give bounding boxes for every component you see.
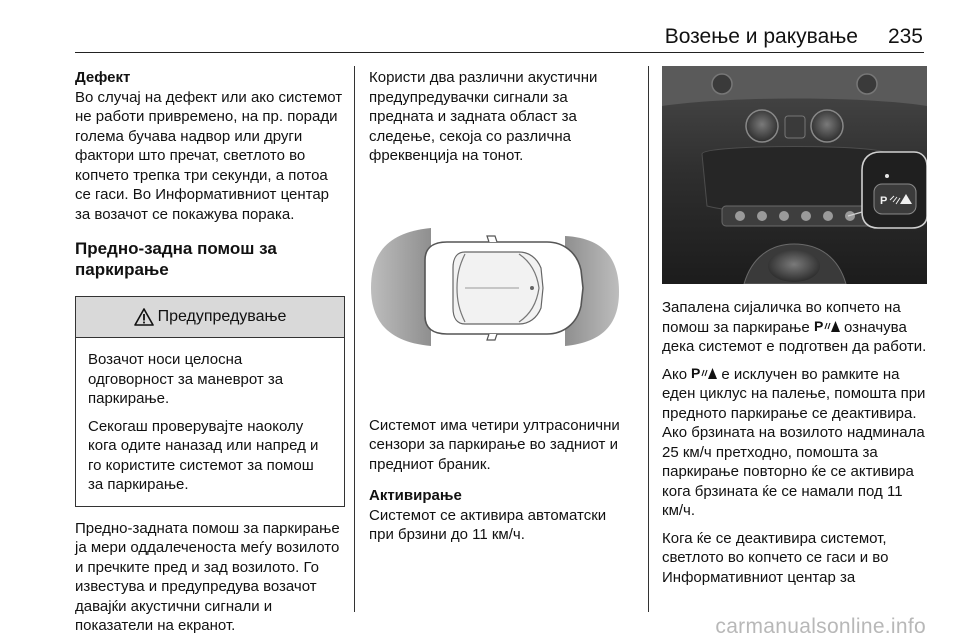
body-text: Предно-задната помош за паркирање ја мери оддалеченоста меѓу возилото и пречките пред и зад возилото. Го известува и предупредува возачот давајќи акустични сигнали и показатели на екранот. xyxy=(75,519,340,634)
deactivation-text-start: Ако xyxy=(662,365,692,383)
column-divider-1 xyxy=(354,66,355,612)
column-1 xyxy=(75,68,345,636)
column-2 xyxy=(369,68,634,545)
fault-text: Во случај на дефект или ако системот не работи привремено, на пр. поради голема бучава надвор или други фактори што пречат, светлото во копчето трепка три секунди, а потоа се гаси. Во Информативниот центар за возачот се покажува порака. xyxy=(75,88,343,223)
warning-body xyxy=(76,338,344,506)
sensor-zone-figure xyxy=(369,180,634,402)
svg-text:P: P xyxy=(880,195,888,207)
warning-title: Предупредување xyxy=(157,308,287,326)
warning-box xyxy=(75,296,345,507)
fault-title: Дефект xyxy=(75,69,131,86)
page-number: 235 xyxy=(887,25,923,48)
off-text: Кога ќе се деактивира системот, светлото во копчето се гаси и во Информативниот центар за xyxy=(662,529,889,586)
deactivation-text xyxy=(662,365,927,521)
lamp-text xyxy=(662,298,927,357)
center-console-photo xyxy=(662,66,927,284)
deactivation-text-end: е исклучен во рамките на еден циклус на палење, помошта при предното паркирање се деактивира. Ако брзината на возилото надминала 25 км/ч претходно, помошта за паркирање повторно ќе се активира кога брзината ќе се намали под 11 км/ч. xyxy=(662,365,926,519)
lamp-text-end: означува дека системот е подготвен да работи. xyxy=(662,318,927,355)
rear-sensor-zone xyxy=(371,228,431,346)
column-3 xyxy=(662,68,927,587)
warning-triangle-icon xyxy=(134,308,154,326)
activation-title: Активирање xyxy=(369,487,462,504)
page-header xyxy=(0,0,960,60)
car-top-view-illustration xyxy=(369,180,634,402)
park-assist-button-callout xyxy=(862,152,927,228)
lamp-text-start: Запалена сијаличка во копчето на помош за паркирање xyxy=(662,299,901,336)
section-title: Предно-задна помош за паркирање xyxy=(75,239,277,279)
warning-text-1: Возачот носи целосна одговорност за маневрот за паркирање. xyxy=(88,351,284,407)
column-divider-2 xyxy=(648,66,649,612)
park-assist-icon xyxy=(814,319,840,333)
svg-text:P: P xyxy=(813,318,824,333)
sensors-text: Системот има четири ултрасонични сензори за паркирање во задниот и предниот браник. xyxy=(369,416,620,473)
warning-header xyxy=(76,297,344,338)
svg-text:P: P xyxy=(691,365,701,380)
center-console-figure xyxy=(662,66,927,284)
park-assist-icon xyxy=(691,366,717,380)
intro-text: Користи два различни акустични предупредувачки сигнали за предната и задната област за следење, секоја со различна фреквенција на тонот. xyxy=(369,69,598,164)
header-title: Возење и ракување xyxy=(664,25,858,48)
car-body xyxy=(425,236,583,340)
activation-text: Системот се активира автоматски при брзини до 11 км/ч. xyxy=(369,506,607,543)
warning-text-2: Секогаш проверувајте наоколу кога одите наназад или напред и го користите системот за помош за паркирање. xyxy=(88,417,319,493)
watermark: carmanualsonline.info xyxy=(715,615,926,638)
header-rule xyxy=(75,52,924,53)
